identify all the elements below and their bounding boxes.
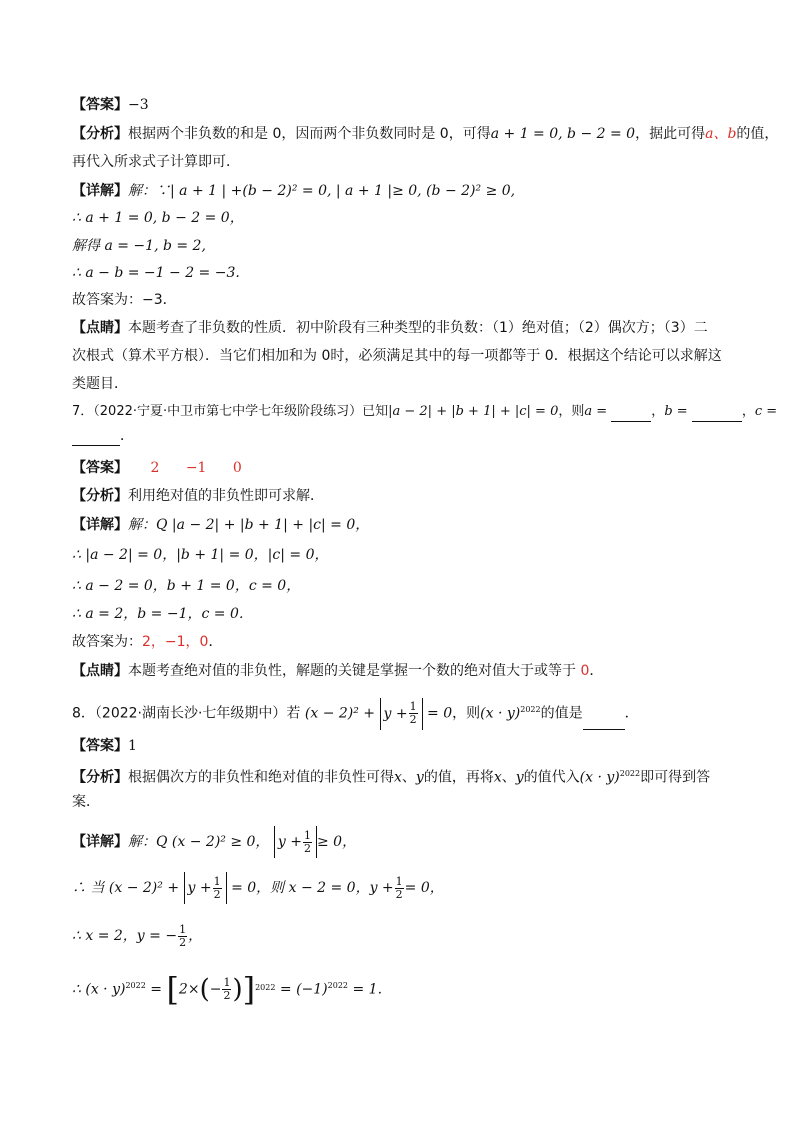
var-x-2: x bbox=[493, 769, 502, 786]
detail-step-2: ∴ |a − 2| = 0，|b + 1| = 0，|c| = 0， bbox=[72, 547, 329, 563]
q8-stem-pow: (x · y) bbox=[480, 705, 521, 722]
frac-num: 1 bbox=[303, 828, 311, 842]
q7-c-blank[interactable] bbox=[72, 431, 120, 446]
comment-text-2: 次根式（算术平方根）．当它们相加和为 0时，必须满足其中的每一项都等于 0．根据这个结论可以求解这 bbox=[72, 348, 722, 364]
analysis-text-4: 再代入所求式子计算即可． bbox=[72, 154, 240, 170]
frac-den: 2 bbox=[303, 841, 311, 855]
q7-stem-line-2: ． bbox=[72, 426, 134, 446]
detail-tag: 【详解】 bbox=[72, 183, 128, 199]
comment-text-1: 本题考查了非负数的性质．初中阶段有三种类型的非负数：（1）绝对值；（2）偶次方；（3）二 bbox=[128, 320, 708, 336]
q8-stem-abs bbox=[380, 698, 423, 730]
analysis-pow: (x · y) bbox=[579, 769, 620, 786]
frac-num: 1 bbox=[223, 976, 231, 990]
analysis-text-b: 的值，再将 bbox=[423, 769, 494, 786]
detail-4-exp-b: 2022 bbox=[255, 983, 276, 992]
q7-analysis-line bbox=[72, 486, 324, 506]
var-x: x bbox=[394, 769, 402, 786]
q7-b-label: b = bbox=[664, 404, 688, 419]
q8-detail-line-1 bbox=[72, 826, 356, 858]
frac-num: 1 bbox=[409, 700, 417, 714]
q6-comment-line-1 bbox=[72, 318, 708, 338]
detail-step-5: 故答案为：−3． bbox=[72, 292, 177, 308]
detail-step-5-values: 2，−1，0 bbox=[142, 634, 209, 650]
q7-c-label: c = bbox=[754, 404, 778, 419]
q6-comment-line-2 bbox=[72, 346, 722, 366]
detail-step-1: 解：∵| a + 1 | +(b − 2)² = 0, | a + 1 |≥ 0, (b − 2)² ≥ 0, bbox=[128, 183, 516, 199]
frac-den: 2 bbox=[395, 887, 403, 901]
q8-stem-expr-a: (x − 2)² + bbox=[304, 705, 376, 722]
q7-stem-mid: ，则 bbox=[558, 404, 585, 419]
q7-stem-prefix: 7．（2022·宁夏·中卫市第七中学七年级阶段练习）已知 bbox=[72, 404, 389, 419]
q6-detail-line-3 bbox=[72, 236, 206, 256]
comment-zero: 0 bbox=[580, 663, 590, 679]
q8-answer-blank[interactable] bbox=[583, 707, 625, 730]
q7-stem: 7．（2022·宁夏·中卫市第七中学七年级阶段练习）已知|a − 2| + |b + 1| + |c| = 0，则a = ，b = ，c = bbox=[72, 402, 777, 422]
detail-2-frac bbox=[213, 876, 222, 901]
q8-stem bbox=[72, 694, 639, 726]
detail-1b: y + bbox=[277, 834, 302, 850]
detail-3a: ∴ x = 2，y = − bbox=[72, 928, 178, 944]
comment-tag: 【点睛】 bbox=[72, 663, 128, 679]
q6-analysis-line bbox=[72, 124, 778, 144]
detail-4h: = 1． bbox=[348, 981, 392, 998]
q7-a-blank[interactable] bbox=[611, 407, 651, 422]
detail-1-frac bbox=[303, 830, 312, 855]
q7-a-label: a = bbox=[584, 404, 608, 419]
q8-stem-mid: ，则 bbox=[452, 705, 481, 722]
q6-answer-line bbox=[72, 95, 149, 115]
q8-detail-line-4 bbox=[72, 966, 392, 1009]
detail-2b: y + bbox=[187, 880, 212, 896]
detail-tag: 【详解】 bbox=[72, 834, 128, 850]
analysis-text-2: ，据此可得 bbox=[635, 126, 706, 142]
detail-2d: = 0， bbox=[404, 880, 444, 896]
detail-step-3: 解得 a = −1, b = 2, bbox=[72, 238, 206, 254]
q7-detail-line-3 bbox=[72, 576, 300, 596]
q8-stem-end: ． bbox=[624, 705, 639, 722]
q6-detail-line-4 bbox=[72, 263, 240, 283]
frac-den: 2 bbox=[409, 713, 417, 727]
answer-tag: 【答案】 bbox=[72, 738, 128, 754]
detail-1-abs bbox=[274, 826, 317, 858]
comment-text-3: 类题目． bbox=[72, 376, 128, 392]
detail-4-frac bbox=[222, 977, 231, 1002]
detail-3-frac bbox=[178, 924, 187, 949]
q8-stem-expr-b: y + bbox=[383, 705, 408, 722]
analysis-sep-2: 、 bbox=[501, 769, 516, 786]
frac-num: 1 bbox=[395, 874, 403, 888]
detail-4a: ∴ (x · y) bbox=[72, 981, 126, 998]
analysis-text: 利用绝对值的非负性即可求解． bbox=[128, 488, 324, 504]
detail-step-3: ∴ a − 2 = 0，b + 1 = 0，c = 0， bbox=[72, 578, 301, 594]
analysis-text-c: 的值代入 bbox=[523, 769, 580, 786]
q7-stem-expr: |a − 2| + |b + 1| + |c| = 0 bbox=[388, 404, 559, 419]
q6-analysis-line-2 bbox=[72, 152, 240, 172]
detail-2-frac-b bbox=[395, 876, 404, 901]
analysis-tag: 【分析】 bbox=[72, 769, 128, 786]
detail-2c: = 0，则 x − 2 = 0，y + bbox=[231, 880, 394, 896]
analysis-exp: 2022 bbox=[619, 769, 641, 778]
analysis-text: 根据两个非负数的和是 0，因而两个非负数同时是 0，可得 bbox=[128, 126, 491, 142]
detail-1c: ≥ 0， bbox=[316, 834, 357, 850]
comment-text: 本题考查绝对值的非负性，解题的关键是掌握一个数的绝对值大于或等于 bbox=[128, 663, 581, 679]
q8-analysis-line-2 bbox=[72, 792, 100, 812]
q7-detail-line-2 bbox=[72, 545, 329, 565]
left-bracket: [ bbox=[166, 970, 179, 1009]
var-y: y bbox=[415, 769, 424, 786]
q7-answer-a: 2 bbox=[150, 460, 160, 476]
detail-2a: ∴ 当 (x − 2)² + bbox=[72, 880, 180, 896]
analysis-tag: 【分析】 bbox=[72, 488, 128, 504]
q6-detail-line-2 bbox=[72, 208, 244, 228]
frac-num: 1 bbox=[179, 922, 187, 936]
q8-stem-exp: 2022 bbox=[520, 705, 541, 714]
right-bracket: ] bbox=[242, 970, 256, 1009]
analysis-text-3: 的值， bbox=[736, 126, 779, 142]
detail-4b: = bbox=[150, 981, 167, 998]
q6-detail-line-1 bbox=[72, 181, 515, 201]
detail-step-1: 解：Q |a − 2| + |b + 1| + |c| = 0， bbox=[128, 517, 370, 533]
detail-step-5-prefix: 故答案为： bbox=[72, 634, 142, 650]
detail-1a: 解：Q (x − 2)² ≥ 0， bbox=[128, 834, 270, 850]
q8-detail-line-2 bbox=[72, 872, 444, 904]
frac-den: 2 bbox=[213, 887, 221, 901]
detail-step-2: ∴ a + 1 = 0, b − 2 = 0， bbox=[72, 210, 244, 226]
detail-3b: ， bbox=[188, 928, 203, 944]
q8-stem-suffix: 的值是 bbox=[540, 705, 583, 722]
answer-value: −3 bbox=[128, 97, 149, 113]
detail-2-abs bbox=[184, 872, 227, 904]
q8-detail-line-3 bbox=[72, 920, 202, 952]
q8-answer-line bbox=[72, 736, 137, 756]
analysis-sep: 、 bbox=[401, 769, 416, 786]
frac-num: 1 bbox=[213, 874, 221, 888]
q8-analysis-line-1 bbox=[72, 764, 710, 788]
detail-step-4: ∴ a = 2，b = −1，c = 0． bbox=[72, 606, 253, 622]
right-paren: ) bbox=[232, 974, 243, 1005]
detail-4-exp: 2022 bbox=[125, 981, 146, 990]
q7-answer-b: −1 bbox=[185, 460, 207, 476]
analysis-expr: a + 1 = 0, b − 2 = 0 bbox=[490, 126, 636, 142]
q6-detail-line-5 bbox=[72, 290, 177, 310]
q7-b-blank[interactable] bbox=[692, 407, 742, 422]
var-y-2: y bbox=[515, 769, 524, 786]
analysis-tag: 【分析】 bbox=[72, 126, 128, 142]
q7-detail-line-5 bbox=[72, 632, 222, 652]
q7-answer-c: 0 bbox=[232, 460, 242, 476]
q8-stem-frac bbox=[409, 701, 418, 726]
q7-detail-line-1 bbox=[72, 515, 369, 535]
q8-stem-expr-c: = 0 bbox=[427, 705, 453, 722]
frac-den: 2 bbox=[179, 935, 187, 949]
analysis-text-e: 案． bbox=[72, 794, 100, 810]
detail-step-4: ∴ a − b = −1 − 2 = −3. bbox=[72, 265, 240, 281]
left-paren: ( bbox=[199, 974, 210, 1005]
detail-tag: 【详解】 bbox=[72, 517, 128, 533]
detail-4d: − bbox=[209, 981, 222, 998]
detail-4-exp-c: 2022 bbox=[327, 981, 349, 990]
frac-den: 2 bbox=[223, 989, 231, 1003]
answer-value: 1 bbox=[128, 738, 137, 754]
q8-stem-prefix: 8．（2022·湖南长沙·七年级期中）若 bbox=[72, 705, 301, 722]
q6-comment-line-3 bbox=[72, 374, 128, 394]
analysis-text-a: 根据偶次方的非负性和绝对值的非负性可得 bbox=[128, 769, 394, 786]
analysis-text-d: 即可得到答 bbox=[640, 769, 711, 786]
detail-4c: 2× bbox=[178, 981, 200, 998]
detail-4f: = (−1) bbox=[279, 981, 328, 998]
q7-comment-line bbox=[72, 661, 603, 681]
detail-step-5-suffix: ． bbox=[208, 634, 223, 650]
q7-answer-line bbox=[72, 458, 242, 478]
comment-suffix: ． bbox=[589, 663, 604, 679]
analysis-vars: a、b bbox=[705, 126, 737, 142]
comment-tag: 【点睛】 bbox=[72, 320, 128, 336]
answer-tag: 【答案】 bbox=[72, 97, 128, 113]
q7-detail-line-4 bbox=[72, 604, 253, 624]
answer-tag: 【答案】 bbox=[72, 460, 128, 476]
